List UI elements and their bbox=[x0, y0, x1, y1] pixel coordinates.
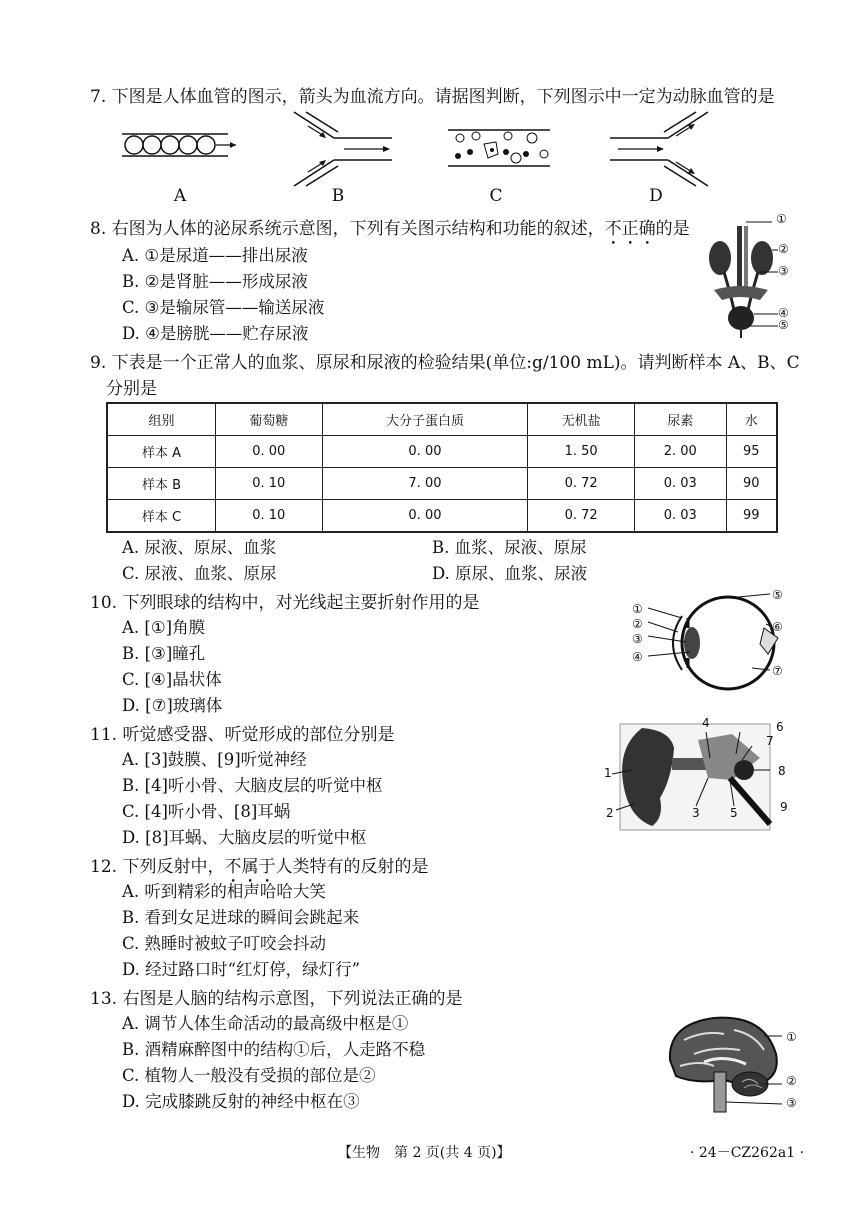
q10-option-c: C. [④]晶状体 bbox=[122, 670, 222, 689]
q9-option-d: D. 原尿、血浆、尿液 bbox=[432, 564, 588, 583]
table-row bbox=[107, 468, 777, 500]
table-cell: 样本 A bbox=[107, 436, 215, 468]
q10-fig-label-3: ③ bbox=[632, 632, 643, 646]
table-cell: 90 bbox=[726, 468, 777, 500]
q11-option-b: B. [4]听小骨、大脑皮层的听觉中枢 bbox=[122, 776, 383, 795]
table-row bbox=[107, 436, 777, 468]
q13-fig-label-1: ① bbox=[786, 1030, 797, 1044]
table-cell: 0. 00 bbox=[322, 436, 528, 468]
q13-option-b: B. 酒精麻醉图中的结构①后，人走路不稳 bbox=[122, 1040, 426, 1059]
q11-fig-label-2: 2 bbox=[606, 806, 614, 820]
q12-option-a: A. 听到精彩的相声哈哈大笑 bbox=[122, 882, 326, 901]
table-cell: 0. 03 bbox=[634, 468, 726, 500]
q11-fig-label-4: 4 bbox=[702, 716, 710, 730]
q10-option-a: A. [①]角膜 bbox=[122, 618, 206, 637]
table-cell: 99 bbox=[726, 500, 777, 533]
q10-fig-label-5: ⑤ bbox=[772, 588, 783, 602]
q11-option-c: C. [4]听小骨、[8]耳蜗 bbox=[122, 802, 291, 821]
q13-stem: 13. 右图是人脑的结构示意图，下列说法正确的是 bbox=[90, 989, 463, 1009]
q7-stem: 7. 下图是人体血管的图示，箭头为血流方向。请据图判断，下列图示中一定为动脉血管的是 bbox=[90, 87, 775, 107]
table-cell: 1. 50 bbox=[528, 436, 635, 468]
q7-label-c: C bbox=[489, 186, 503, 206]
q11-fig-label-7: 7 bbox=[766, 734, 774, 748]
q8-option-d: D. ④是膀胱——贮存尿液 bbox=[122, 324, 309, 343]
q7-label-d: D bbox=[649, 186, 663, 206]
table-cell: 7. 00 bbox=[322, 468, 528, 500]
q7-label-b: B bbox=[331, 186, 345, 206]
table-header-row bbox=[107, 403, 777, 436]
table-row bbox=[107, 500, 777, 533]
q9-option-a: A. 尿液、原尿、血浆 bbox=[122, 538, 277, 557]
q11-fig-label-6: 6 bbox=[776, 720, 784, 734]
table-header-cell: 尿素 bbox=[634, 403, 726, 436]
table-cell: 0. 10 bbox=[215, 468, 322, 500]
q10-fig-label-7: ⑦ bbox=[772, 664, 783, 678]
eyeball-figure bbox=[628, 588, 798, 698]
q13-option-d: D. 完成膝跳反射的神经中枢在③ bbox=[122, 1092, 360, 1111]
table-header-cell: 无机盐 bbox=[528, 403, 635, 436]
q8-fig-label-3: ③ bbox=[778, 264, 789, 278]
table-cell: 2. 00 bbox=[634, 436, 726, 468]
q12-option-d: D. 经过路口时“红灯停，绿灯行” bbox=[122, 960, 361, 979]
table-header-cell: 水 bbox=[726, 403, 777, 436]
q8-fig-label-4: ④ bbox=[778, 306, 789, 320]
q11-fig-label-3: 3 bbox=[692, 806, 700, 820]
table-header-cell: 组别 bbox=[107, 403, 215, 436]
q12-emphasis: 不属于 bbox=[224, 857, 276, 877]
vessel-figure-d bbox=[608, 108, 718, 190]
q10-fig-label-1: ① bbox=[632, 602, 643, 616]
q13-option-a: A. 调节人体生命活动的最高级中枢是① bbox=[122, 1014, 409, 1033]
q11-fig-label-5: 5 bbox=[730, 806, 738, 820]
q12-stem: 12. 下列反射中，不属于人类特有的反射的是 bbox=[90, 857, 429, 877]
q9-option-c: C. 尿液、血浆、原尿 bbox=[122, 564, 277, 583]
vessel-figure-b bbox=[286, 108, 396, 190]
q8-stem: 8. 右图为人体的泌尿系统示意图，下列有关图示结构和功能的叙述，不正确的是 bbox=[90, 219, 690, 239]
table-cell: 95 bbox=[726, 436, 777, 468]
urinary-system-figure bbox=[696, 212, 786, 340]
q10-stem: 10. 下列眼球的结构中，对光线起主要折射作用的是 bbox=[90, 593, 480, 613]
q13-fig-label-3: ③ bbox=[786, 1096, 797, 1110]
q13-fig-label-2: ② bbox=[786, 1074, 797, 1088]
q11-option-a: A. [3]鼓膜、[9]听觉神经 bbox=[122, 750, 307, 769]
page-footer: 【生物 第 2 页(共 4 页)】 bbox=[338, 1145, 511, 1161]
table-cell: 0. 03 bbox=[634, 500, 726, 533]
paper-code: · 24－CZ262a1 · bbox=[690, 1145, 805, 1161]
q8-fig-label-1: ① bbox=[776, 212, 787, 226]
vessel-figure-c bbox=[446, 124, 556, 172]
table-header-cell: 大分子蛋白质 bbox=[322, 403, 528, 436]
q10-fig-label-2: ② bbox=[632, 617, 643, 631]
table-cell: 0. 10 bbox=[215, 500, 322, 533]
q13-option-c: C. 植物人一般没有受损的部位是② bbox=[122, 1066, 376, 1085]
q9-stem-line2: 分别是 bbox=[106, 379, 157, 399]
q7-label-a: A bbox=[173, 186, 187, 206]
q10-fig-label-4: ④ bbox=[632, 650, 643, 664]
brain-figure bbox=[664, 1010, 784, 1120]
q11-fig-label-8: 8 bbox=[778, 764, 786, 778]
table-cell: 0. 00 bbox=[215, 436, 322, 468]
table-cell: 0. 00 bbox=[322, 500, 528, 533]
table-cell: 0. 72 bbox=[528, 500, 635, 533]
q8-option-b: B. ②是肾脏——形成尿液 bbox=[122, 272, 308, 291]
q11-fig-label-9: 9 bbox=[780, 800, 788, 814]
q12-option-b: B. 看到女足进球的瞬间会跳起来 bbox=[122, 908, 360, 927]
q12-option-c: C. 熟睡时被蚊子叮咬会抖动 bbox=[122, 934, 327, 953]
q8-option-a: A. ①是尿道——排出尿液 bbox=[122, 246, 308, 265]
q8-fig-label-2: ② bbox=[778, 242, 789, 256]
q8-fig-label-5: ⑤ bbox=[778, 318, 789, 332]
table-cell: 0. 72 bbox=[528, 468, 635, 500]
q8-option-c: C. ③是输尿管——输送尿液 bbox=[122, 298, 325, 317]
q11-fig-label-1: 1 bbox=[604, 766, 612, 780]
q11-stem: 11. 听觉感受器、听觉形成的部位分别是 bbox=[90, 725, 395, 745]
table-header-cell: 葡萄糖 bbox=[215, 403, 322, 436]
q9-stem-line1: 9. 下表是一个正常人的血浆、原尿和尿液的检验结果(单位:g/100 mL)。请判断样本 A、B、C bbox=[90, 353, 800, 373]
table-cell: 样本 B bbox=[107, 468, 215, 500]
vessel-figure-a bbox=[120, 126, 240, 166]
q10-option-d: D. [⑦]玻璃体 bbox=[122, 696, 223, 715]
q8-emphasis: 不正确 bbox=[604, 219, 656, 239]
q10-option-b: B. [③]瞳孔 bbox=[122, 644, 206, 663]
q10-fig-label-6: ⑥ bbox=[772, 620, 783, 634]
q11-option-d: D. [8]耳蜗、大脑皮层的听觉中枢 bbox=[122, 828, 367, 847]
table-cell: 样本 C bbox=[107, 500, 215, 533]
q9-option-b: B. 血浆、尿液、原尿 bbox=[432, 538, 587, 557]
q9-data-table bbox=[106, 402, 778, 533]
